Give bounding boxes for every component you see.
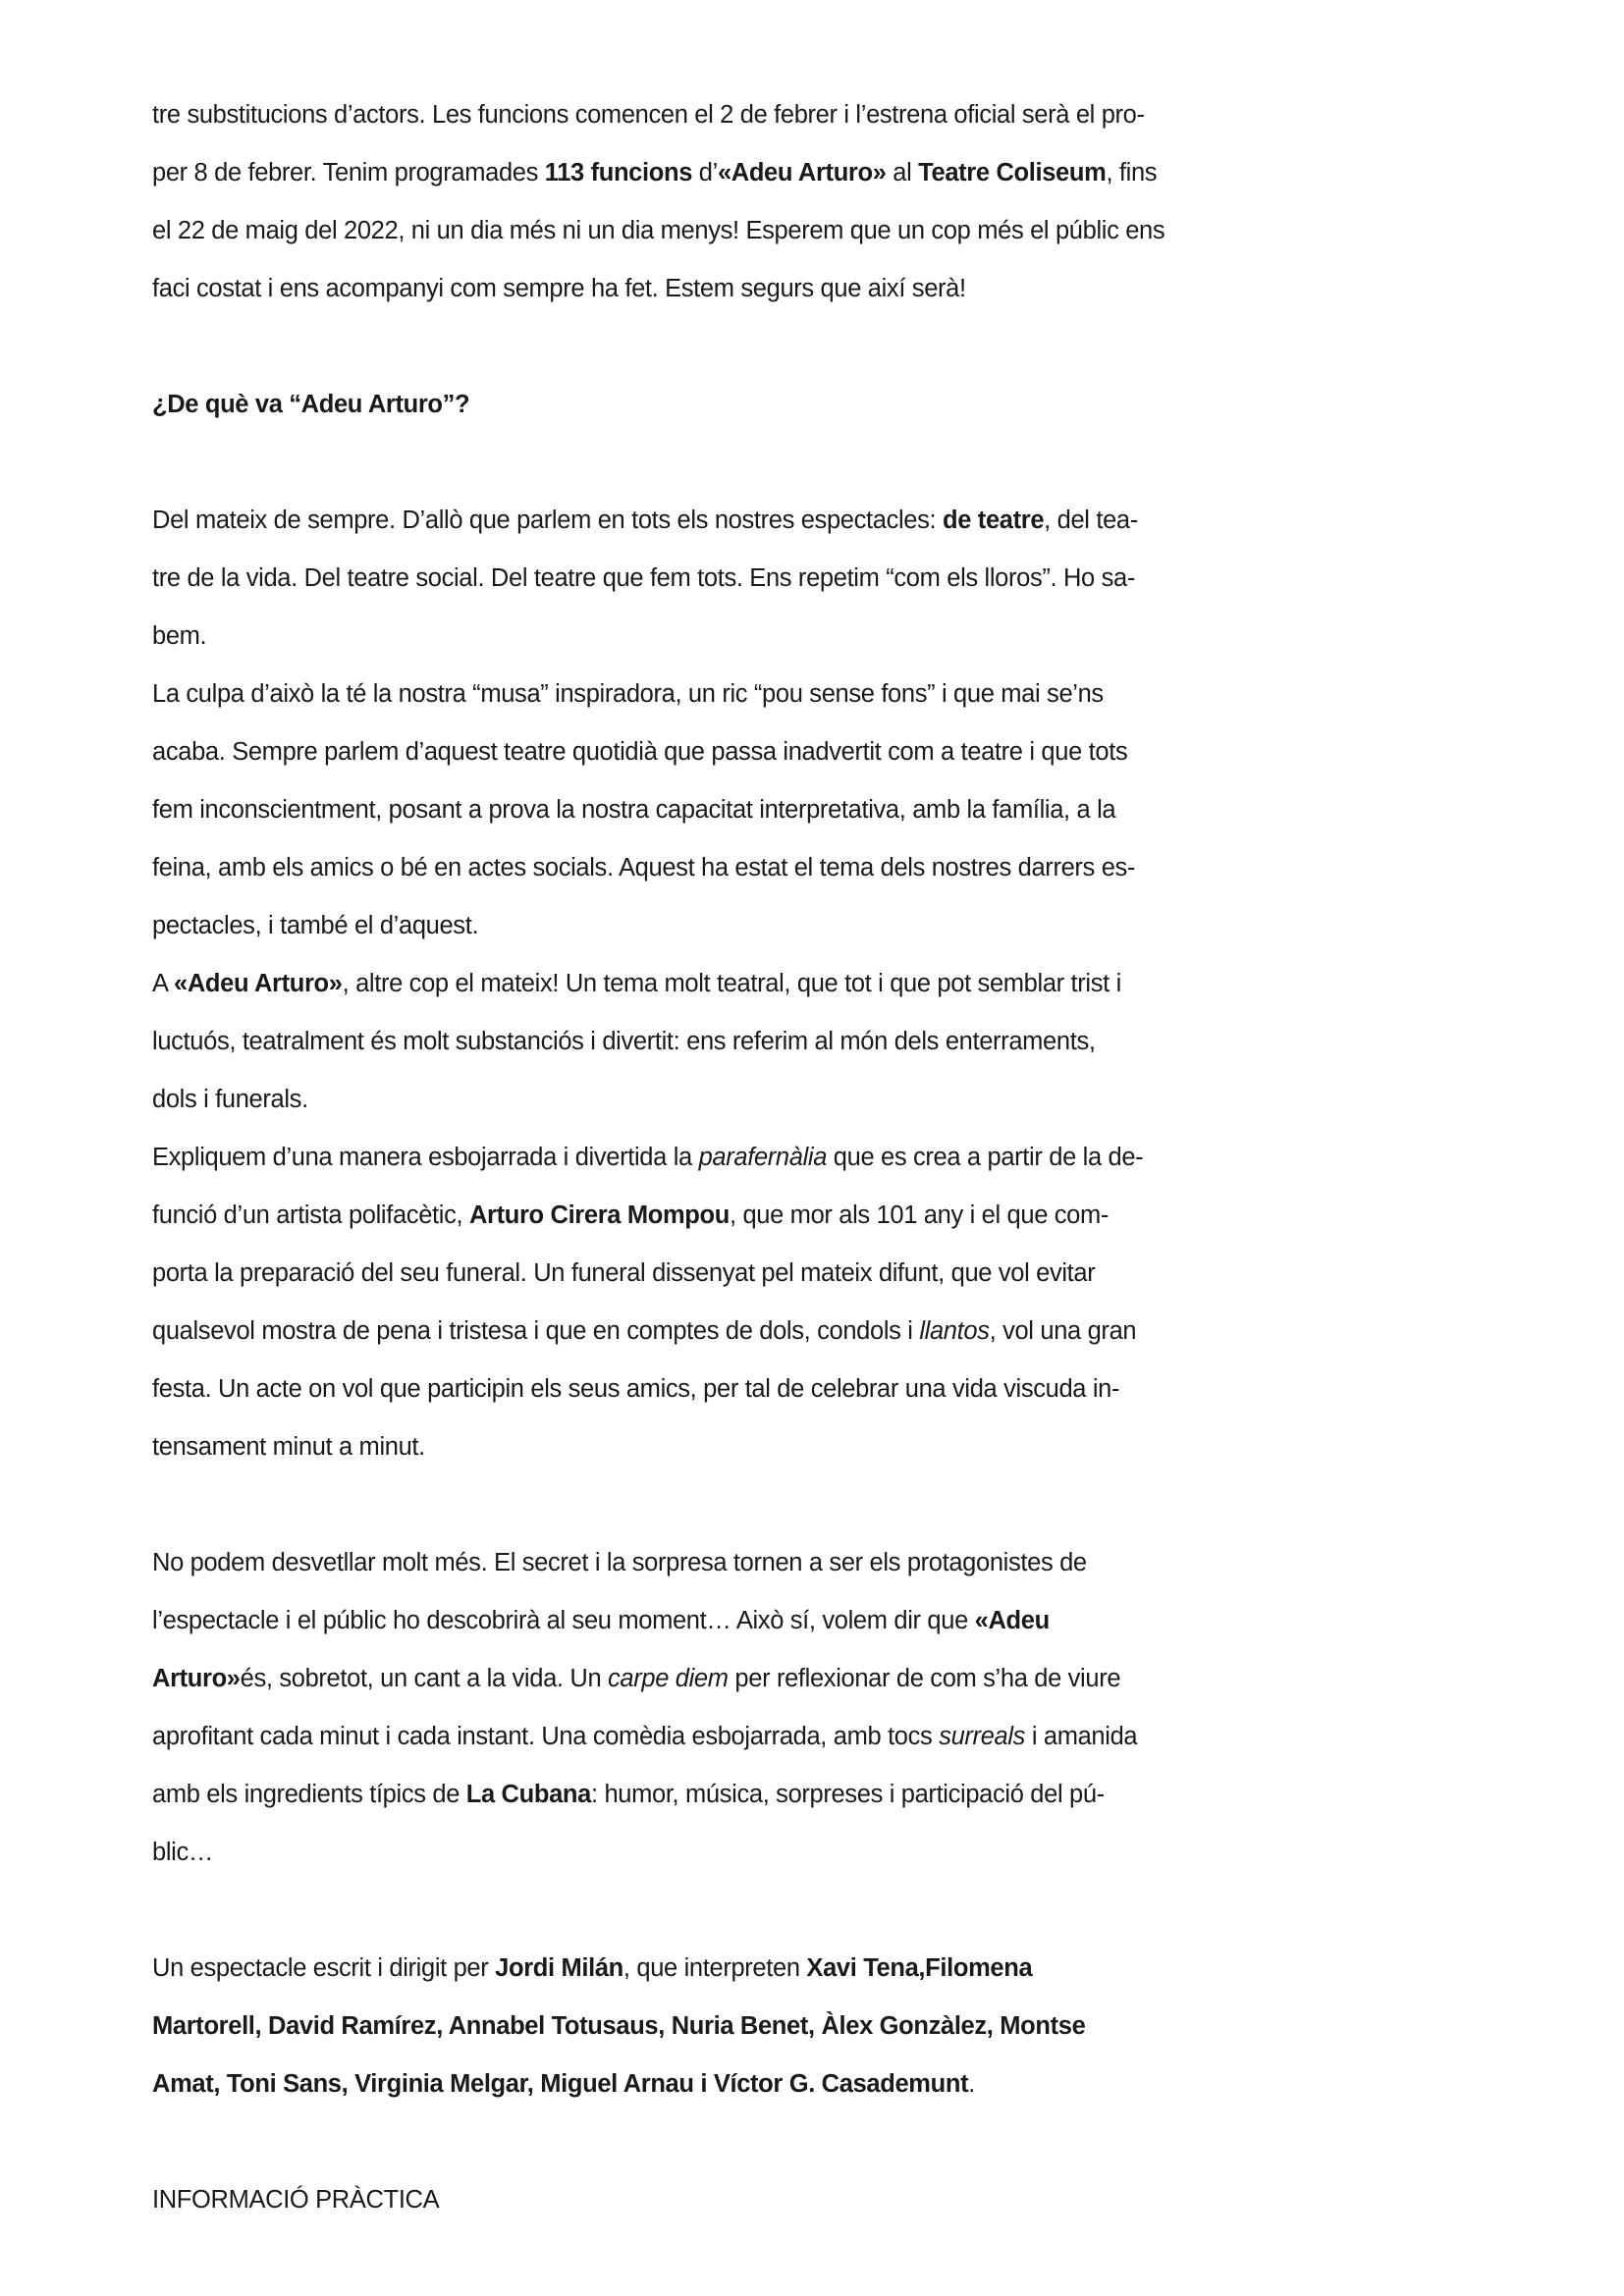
bold-text: Amat, Toni Sans, Virginia Melgar, Miguel Arnau i Víctor G. Casademunt bbox=[152, 2070, 969, 2098]
text-line: Expliquem d’una manera esbojarrada i divertida la parafernàlia que es crea a partir de la de- bbox=[152, 1144, 1144, 1171]
summary-paragraph bbox=[152, 1534, 1272, 1882]
spacer bbox=[152, 2113, 1272, 2171]
text-line: tensament minut a minut. bbox=[152, 1433, 425, 1461]
text-line: dols i funerals. bbox=[152, 1086, 308, 1113]
text-line: Un espectacle escrit i dirigit per Jordi Milán, que interpreten Xavi Tena,Filomena bbox=[152, 1954, 1033, 1982]
text-line: l’espectacle i el públic ho descobrirà al seu moment… Això sí, volem dir que «Adeu bbox=[152, 1607, 1050, 1634]
spacer bbox=[152, 318, 1272, 376]
text-line: luctuós, teatralment és molt substanciós i divertit: ens referim al món dels enterraments, bbox=[152, 1028, 1096, 1055]
description-paragraph bbox=[152, 492, 1272, 1476]
text-line: festa. Un acte on vol que participin els seus amics, per tal de celebrar una vida viscuda in- bbox=[152, 1375, 1120, 1403]
bold-text: Arturo Cirera Mompou bbox=[468, 1201, 730, 1229]
text-line: el 22 de maig del 2022, ni un dia més ni un dia menys! Esperem que un cop més el públic ens bbox=[152, 217, 1165, 244]
intro-paragraph bbox=[152, 86, 1272, 318]
text-line: pectacles, i també el d’aquest. bbox=[152, 912, 479, 939]
section-heading: ¿De què va “Adeu Arturo”? bbox=[152, 391, 470, 418]
credits-paragraph bbox=[152, 1940, 1272, 2113]
text-line: bem. bbox=[152, 622, 207, 650]
italic-text: parafernàlia bbox=[698, 1144, 828, 1171]
italic-text: carpe diem bbox=[608, 1665, 729, 1692]
spacer bbox=[152, 1476, 1272, 1534]
text-line: aprofitant cada minut i cada instant. Una comèdia esbojarrada, amb tocs surreals i amanida bbox=[152, 1723, 1138, 1750]
bold-text: «Adeu Arturo» bbox=[717, 159, 887, 187]
spacer bbox=[152, 1882, 1272, 1940]
text-line: blic… bbox=[152, 1839, 214, 1866]
bold-text: Martorell, David Ramírez, Annabel Totusaus, Nuria Benet, Àlex Gonzàlez, Montse bbox=[152, 2012, 1086, 2040]
practical-info-heading: INFORMACIÓ PRÀCTICA bbox=[152, 2186, 440, 2214]
bold-text: Teatre Coliseum bbox=[918, 159, 1107, 187]
text-line: La culpa d’això la té la nostra “musa” inspiradora, un ric “pou sense fons” i que mai se’ns bbox=[152, 680, 1104, 708]
bold-text: Arturo» bbox=[152, 1665, 241, 1692]
text-line bbox=[152, 1998, 1272, 2056]
text-line: acaba. Sempre parlem d’aquest teatre quotidià que passa inadvertit com a teatre i que tots bbox=[152, 738, 1128, 766]
bold-text: Jordi Milán bbox=[495, 1954, 623, 1982]
text-line: tre de la vida. Del teatre social. Del teatre que fem tots. Ens repetim “com els lloros”. Ho sa- bbox=[152, 564, 1135, 592]
text-line: amb els ingredients típics de La Cubana: humor, música, sorpreses i participació del pú- bbox=[152, 1781, 1105, 1808]
italic-text: llantos bbox=[919, 1317, 990, 1345]
text-line: feina, amb els amics o bé en actes socials. Aquest ha estat el tema dels nostres darrers es- bbox=[152, 854, 1136, 881]
spacer bbox=[152, 434, 1272, 492]
text-line: fem inconscientment, posant a prova la nostra capacitat interpretativa, amb la família, a la bbox=[152, 796, 1116, 824]
bold-text: La Cubana bbox=[465, 1781, 591, 1808]
bold-text: Xavi Tena,Filomena bbox=[806, 1954, 1033, 1982]
document-page bbox=[152, 86, 1272, 2229]
text-line: porta la preparació del seu funeral. Un funeral dissenyat pel mateix difunt, que vol evitar bbox=[152, 1259, 1096, 1287]
italic-text: surreals bbox=[939, 1723, 1026, 1750]
text-line: Arturo»és, sobretot, un cant a la vida. Un carpe diem per reflexionar de com s’ha de viure bbox=[152, 1665, 1121, 1692]
text-line: tre substitucions d’actors. Les funcions comencen el 2 de febrer i l’estrena oficial serà el pro- bbox=[152, 101, 1145, 129]
bold-text: 113 funcions bbox=[544, 159, 693, 187]
text-line: No podem desvetllar molt més. El secret i la sorpresa tornen a ser els protagonistes de bbox=[152, 1549, 1087, 1576]
text-line: faci costat i ens acompanyi com sempre ha fet. Estem segurs que així serà! bbox=[152, 275, 966, 302]
text-line: Amat, Toni Sans, Virginia Melgar, Miguel Arnau i Víctor G. Casademunt. bbox=[152, 2070, 975, 2098]
text-line: funció d’un artista polifacètic, Arturo Cirera Mompou, que mor als 101 any i el que com- bbox=[152, 1201, 1110, 1229]
text-line: qualsevol mostra de pena i tristesa i que en comptes de dols, condols i llantos, vol una gran bbox=[152, 1317, 1137, 1345]
text-line: A «Adeu Arturo», altre cop el mateix! Un tema molt teatral, que tot i que pot semblar trist i bbox=[152, 970, 1121, 997]
bold-text: «Adeu Arturo» bbox=[174, 970, 343, 997]
text-line: Del mateix de sempre. D’allò que parlem en tots els nostres espectacles: de teatre, del tea- bbox=[152, 507, 1138, 534]
bold-text: «Adeu bbox=[974, 1607, 1050, 1634]
bold-text: de teatre bbox=[943, 507, 1045, 534]
text-line: per 8 de febrer. Tenim programades 113 funcions d’«Adeu Arturo» al Teatre Coliseum, fins bbox=[152, 159, 1158, 187]
